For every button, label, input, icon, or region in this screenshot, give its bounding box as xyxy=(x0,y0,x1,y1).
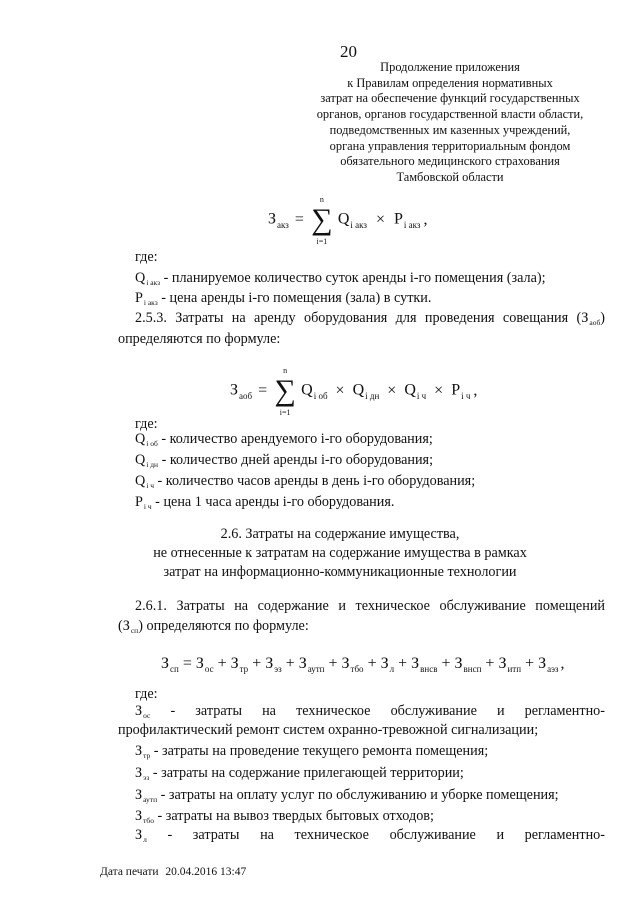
formula-term: $З_{итп}$ xyxy=(498,655,522,674)
appendix-line: затрат на обеспечение функций государственных xyxy=(320,91,580,106)
section-2-6-heading: 2.6. Затраты на содержание имущества, не отнесенные к затратам на содержание имущества в рамках затрат на информационно-коммуникационные технологии xyxy=(153,526,527,580)
appendix-line: органа управления территориальным фондом xyxy=(329,138,571,153)
sigma-glyph: ∑ xyxy=(311,203,333,236)
formula-term: $З_{аэз}$ xyxy=(538,655,559,674)
formula-lhs-sub: акз xyxy=(277,219,289,230)
definition-row-oc-line1: $З_{ос}$ - затраты на техническое обслуживание и регламентно- xyxy=(135,703,606,720)
formula-lhs: З xyxy=(230,381,239,399)
paragraph-2-5-3-line1: 2.5.3. Затраты на аренду оборудования для проведения совещания $(З_{аоб})$ xyxy=(135,310,605,327)
definition-row: $З_{аутп}$ - затраты на оплату услуг по обслуживанию и уборке помещения; xyxy=(135,787,559,804)
sum-upper-limit: n xyxy=(319,195,324,204)
definition-row: $Q_{i дн}$ - количество дней аренды i-го оборудования; xyxy=(135,452,434,469)
appendix-line: подведомственных им казенных учреждений, xyxy=(329,122,571,137)
appendix-line: к Правилам определения нормативных xyxy=(347,75,553,90)
sum-symbol xyxy=(310,195,334,246)
appendix-line: Продолжение приложения xyxy=(380,60,520,74)
formula-term: $З_{аутп}$ xyxy=(298,655,325,674)
definition-row: $З_{тбо}$ - затраты на вывоз твердых бытовых отходов; xyxy=(135,808,434,825)
print-date-value: 20.04.2016 13:47 xyxy=(165,866,247,878)
formula-eq: = xyxy=(294,210,304,228)
definition-row: $P_{i ч}$ - цена 1 часа аренды i-го оборудования. xyxy=(135,494,395,511)
sum-symbol xyxy=(273,366,297,417)
def-text: - планируемое количество суток аренды i-го помещения (зала); xyxy=(163,270,546,286)
print-date-footer xyxy=(100,866,246,878)
where-label: где: xyxy=(135,249,158,265)
appendix-header xyxy=(300,60,600,186)
def-symbol: Q xyxy=(135,270,146,286)
formula-lhs-sub: аоб xyxy=(239,390,253,401)
paragraph-2-5-3-line2: определяются по формуле: xyxy=(118,331,281,347)
formula-term: $З_л$ xyxy=(380,655,395,674)
where-label: где: xyxy=(135,416,158,432)
paragraph-2-6-1-line2: $(З_{сп})$ определяются по формуле: xyxy=(118,618,309,635)
formula-term: $З_{внсп}$ xyxy=(454,655,482,674)
formula-times: × xyxy=(375,210,386,228)
definition-row: $Q_{i об}$ - количество арендуемого i-го оборудования; xyxy=(135,431,433,448)
formula-sp: $З_{сп} = З_{ос} + З_{тр} + З_{эз} + З_{аутп} + З_{тбо} + З_л + З_{внсв} + З_{внсп} + З_{итп} + З_{аэз}$ , xyxy=(161,655,565,674)
appendix-line: органов, органов государственной власти области, xyxy=(316,107,584,122)
formula-term: $З_{тр}$ xyxy=(230,655,249,674)
formula-term: $З_{ос}$ xyxy=(195,655,214,674)
formula-tail: , xyxy=(423,210,428,228)
formula-eq: = xyxy=(258,381,268,399)
def-text: - цена аренды i-го помещения (зала) в сутки. xyxy=(161,290,432,306)
appendix-line: Тамбовской области xyxy=(396,169,504,184)
formula-akz xyxy=(268,195,428,246)
formula-term: P xyxy=(394,210,403,228)
where-label: где: xyxy=(135,686,158,702)
definition-row-oc-line2: профилактический ремонт систем охранно-тревожной сигнализации; xyxy=(118,722,539,738)
definition-row: $Q_{i ч}$ - количество часов аренды в день i-го оборудования; xyxy=(135,473,476,490)
definition-row xyxy=(135,290,431,307)
formula-lhs: З xyxy=(268,210,277,228)
sum-upper-limit: n xyxy=(283,366,288,375)
page-number: 20 xyxy=(340,42,357,61)
formula-term: Q xyxy=(337,210,350,228)
def-symbol-sub: i акз xyxy=(143,298,158,307)
formula-term: $З_{эз}$ xyxy=(265,655,282,674)
definition-row-l: $З_л$ - затраты на техническое обслуживание и регламентно- xyxy=(135,827,606,844)
formula-term-sub: i акз xyxy=(350,219,367,230)
definition-row: $З_{эз}$ - затраты на содержание прилегающей территории; xyxy=(135,765,464,782)
formula-term-sub: i акз xyxy=(403,219,421,230)
sigma-glyph: ∑ xyxy=(274,374,296,407)
print-date-label: Дата печати xyxy=(100,866,159,878)
sum-lower-limit: i=1 xyxy=(316,237,328,246)
formula-term: $З_{тбо}$ xyxy=(341,655,364,674)
def-symbol: P xyxy=(135,290,143,306)
sum-lower-limit: i=1 xyxy=(279,408,291,417)
definition-row xyxy=(135,270,546,287)
appendix-line: обязательного медицинского страхования xyxy=(340,154,560,169)
definition-row: $З_{тр}$ - затраты на проведение текущего ремонта помещения; xyxy=(135,743,489,760)
def-symbol-sub: i акз xyxy=(146,278,161,287)
formula-term: $З_{внсв}$ xyxy=(411,655,438,674)
paragraph-2-6-1-line1: 2.6.1. Затраты на содержание и техническое обслуживание помещений xyxy=(135,598,605,614)
formula-aob: $З_{аоб}$ = n ∑ i=1 $Q_{i об} \times Q_{i дн} \times Q_{i ч} \times P_{i ч}$ , xyxy=(230,366,478,417)
